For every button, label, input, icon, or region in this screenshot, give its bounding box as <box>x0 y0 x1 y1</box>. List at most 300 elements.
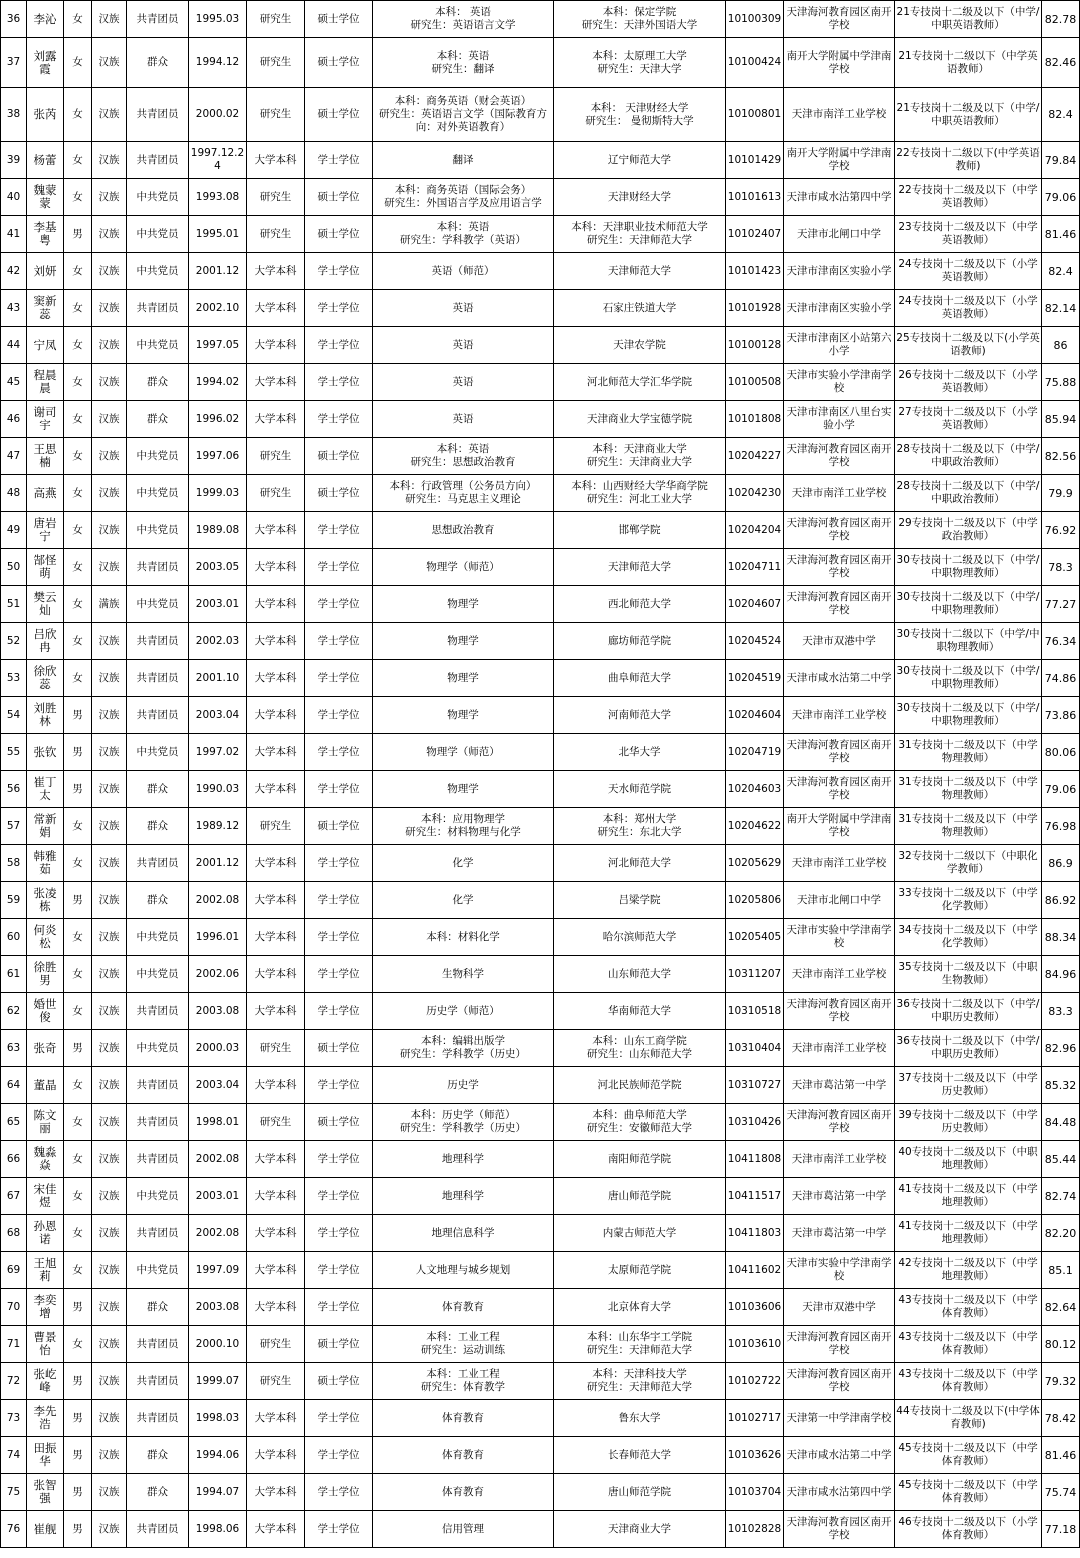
ethnicity-cell: 汉族 <box>92 808 127 845</box>
exam-number-cell: 10411803 <box>726 1215 784 1252</box>
exam-number-cell: 10310426 <box>726 1104 784 1141</box>
employer-unit-cell: 天津市咸水沽第四中学 <box>784 1474 895 1511</box>
school-cell: 河北师范大学汇华学院 <box>554 364 726 401</box>
row-number: 49 <box>1 512 27 549</box>
score-cell: 82.20 <box>1042 1215 1080 1252</box>
name-cell: 崔舰 <box>27 1511 64 1548</box>
ethnicity-cell: 汉族 <box>92 327 127 364</box>
ethnicity-cell: 汉族 <box>92 1215 127 1252</box>
score-cell: 79.06 <box>1042 771 1080 808</box>
political-status-cell: 中共党员 <box>127 1030 189 1067</box>
position-cell: 40专技岗十二级及以下（中职地理教师） <box>895 1141 1042 1178</box>
employer-unit-cell: 天津海河教育园区南开学校 <box>784 734 895 771</box>
table-row <box>1 512 1080 549</box>
table-row <box>1 1474 1080 1511</box>
name-cell: 李奕增 <box>27 1289 64 1326</box>
birth-date-cell: 1997.09 <box>189 1252 247 1289</box>
row-number: 50 <box>1 549 27 586</box>
sex-cell: 女 <box>64 179 92 216</box>
row-number: 52 <box>1 623 27 660</box>
major-cell: 本科：材料化学 <box>373 919 554 956</box>
name-cell: 宁凤 <box>27 327 64 364</box>
birth-date-cell: 2002.06 <box>189 956 247 993</box>
birth-date-cell: 2000.03 <box>189 1030 247 1067</box>
school-cell: 天津财经大学 <box>554 179 726 216</box>
table-row <box>1 216 1080 253</box>
degree-cell: 学士学位 <box>305 253 373 290</box>
exam-number-cell: 10411808 <box>726 1141 784 1178</box>
ethnicity-cell: 汉族 <box>92 1 127 38</box>
name-cell: 刘胜林 <box>27 697 64 734</box>
major-cell: 地理信息科学 <box>373 1215 554 1252</box>
sex-cell: 女 <box>64 1141 92 1178</box>
school-cell: 北华大学 <box>554 734 726 771</box>
major-cell: 本科：历史学（师范） 研究生：学科教学（历史） <box>373 1104 554 1141</box>
education-cell: 大学本科 <box>247 586 305 623</box>
position-cell: 25专技岗十二级及以下(小学英语教师) <box>895 327 1042 364</box>
political-status-cell: 共青团员 <box>127 660 189 697</box>
school-cell: 河南师范大学 <box>554 697 726 734</box>
name-cell: 常新娟 <box>27 808 64 845</box>
ethnicity-cell: 汉族 <box>92 1326 127 1363</box>
ethnicity-cell: 汉族 <box>92 845 127 882</box>
row-number: 69 <box>1 1252 27 1289</box>
employer-unit-cell: 天津市双港中学 <box>784 623 895 660</box>
education-cell: 大学本科 <box>247 993 305 1030</box>
ethnicity-cell: 汉族 <box>92 88 127 142</box>
political-status-cell: 共青团员 <box>127 1141 189 1178</box>
birth-date-cell: 2002.08 <box>189 882 247 919</box>
degree-cell: 学士学位 <box>305 1141 373 1178</box>
education-cell: 大学本科 <box>247 919 305 956</box>
name-cell: 陈文丽 <box>27 1104 64 1141</box>
position-cell: 45专技岗十二级及以下（中学体育教师） <box>895 1474 1042 1511</box>
birth-date-cell: 2003.05 <box>189 549 247 586</box>
ethnicity-cell: 汉族 <box>92 993 127 1030</box>
birth-date-cell: 1998.06 <box>189 1511 247 1548</box>
education-cell: 研究生 <box>247 1326 305 1363</box>
sex-cell: 女 <box>64 1178 92 1215</box>
political-status-cell: 群众 <box>127 1437 189 1474</box>
table-row <box>1 660 1080 697</box>
score-cell: 76.34 <box>1042 623 1080 660</box>
school-cell: 本科：山东工商学院 研究生：山东师范大学 <box>554 1030 726 1067</box>
employer-unit-cell: 天津市南洋工业学校 <box>784 1141 895 1178</box>
major-cell: 信用管理 <box>373 1511 554 1548</box>
school-cell: 石家庄铁道大学 <box>554 290 726 327</box>
education-cell: 大学本科 <box>247 364 305 401</box>
sex-cell: 女 <box>64 919 92 956</box>
name-cell: 徐胜男 <box>27 956 64 993</box>
education-cell: 大学本科 <box>247 660 305 697</box>
employer-unit-cell: 天津市实验中学津南学校 <box>784 1252 895 1289</box>
position-cell: 36专技岗十二级及以下（中学/中职历史教师） <box>895 993 1042 1030</box>
row-number: 74 <box>1 1437 27 1474</box>
degree-cell: 学士学位 <box>305 1215 373 1252</box>
degree-cell: 学士学位 <box>305 623 373 660</box>
degree-cell: 学士学位 <box>305 845 373 882</box>
major-cell: 物理学 <box>373 660 554 697</box>
name-cell: 李先浩 <box>27 1400 64 1437</box>
education-cell: 大学本科 <box>247 142 305 179</box>
school-cell: 本科：山西财经大学华商学院 研究生：河北工业大学 <box>554 475 726 512</box>
sex-cell: 女 <box>64 364 92 401</box>
score-cell: 82.78 <box>1042 1 1080 38</box>
ethnicity-cell: 汉族 <box>92 1030 127 1067</box>
exam-number-cell: 10101613 <box>726 179 784 216</box>
employer-unit-cell: 天津市南洋工业学校 <box>784 475 895 512</box>
row-number: 60 <box>1 919 27 956</box>
row-number: 75 <box>1 1474 27 1511</box>
ethnicity-cell: 汉族 <box>92 1067 127 1104</box>
table-row <box>1 438 1080 475</box>
sex-cell: 男 <box>64 1289 92 1326</box>
birth-date-cell: 1997.05 <box>189 327 247 364</box>
row-number: 43 <box>1 290 27 327</box>
position-cell: 22专技岗十二级以下(中学英语教师) <box>895 142 1042 179</box>
education-cell: 大学本科 <box>247 1511 305 1548</box>
name-cell: 曹景怡 <box>27 1326 64 1363</box>
degree-cell: 学士学位 <box>305 1511 373 1548</box>
major-cell: 历史学 <box>373 1067 554 1104</box>
sex-cell: 女 <box>64 512 92 549</box>
position-cell: 30专技岗十二级及以下（中学/中职物理教师） <box>895 660 1042 697</box>
table-row <box>1 1437 1080 1474</box>
name-cell: 高燕 <box>27 475 64 512</box>
position-cell: 44专技岗十二级及以下(中学体育教师) <box>895 1400 1042 1437</box>
employer-unit-cell: 天津海河教育园区南开学校 <box>784 1511 895 1548</box>
row-number: 55 <box>1 734 27 771</box>
school-cell: 西北师范大学 <box>554 586 726 623</box>
degree-cell: 硕士学位 <box>305 1363 373 1400</box>
school-cell: 曲阜师范大学 <box>554 660 726 697</box>
political-status-cell: 群众 <box>127 364 189 401</box>
major-cell: 英语（师范） <box>373 253 554 290</box>
position-cell: 21专技岗十二级及以下（中学/中职英语教师） <box>895 88 1042 142</box>
school-cell: 本科：天津科技大学 研究生：天津师范大学 <box>554 1363 726 1400</box>
degree-cell: 学士学位 <box>305 1178 373 1215</box>
exam-number-cell: 10204719 <box>726 734 784 771</box>
row-number: 67 <box>1 1178 27 1215</box>
school-cell: 天津师范大学 <box>554 549 726 586</box>
position-cell: 32专技岗十二级以下（中职化学教师） <box>895 845 1042 882</box>
employer-unit-cell: 南开大学附属中学津南学校 <box>784 808 895 845</box>
score-cell: 77.27 <box>1042 586 1080 623</box>
name-cell: 谢司宇 <box>27 401 64 438</box>
employer-unit-cell: 天津市咸水沽第四中学 <box>784 179 895 216</box>
sex-cell: 女 <box>64 808 92 845</box>
row-number: 76 <box>1 1511 27 1548</box>
row-number: 44 <box>1 327 27 364</box>
name-cell: 张奇 <box>27 1030 64 1067</box>
table-row <box>1 88 1080 142</box>
exam-number-cell: 10103610 <box>726 1326 784 1363</box>
exam-number-cell: 10204607 <box>726 586 784 623</box>
name-cell: 婚世俊 <box>27 993 64 1030</box>
exam-number-cell: 10204711 <box>726 549 784 586</box>
major-cell: 本科：商务英语（国际会务） 研究生：外国语言学及应用语言学 <box>373 179 554 216</box>
sex-cell: 女 <box>64 1215 92 1252</box>
education-cell: 研究生 <box>247 1030 305 1067</box>
row-number: 48 <box>1 475 27 512</box>
row-number: 64 <box>1 1067 27 1104</box>
degree-cell: 硕士学位 <box>305 1030 373 1067</box>
table-row <box>1 993 1080 1030</box>
birth-date-cell: 2002.10 <box>189 290 247 327</box>
position-cell: 31专技岗十二级及以下（中学物理教师） <box>895 771 1042 808</box>
name-cell: 张智强 <box>27 1474 64 1511</box>
birth-date-cell: 2003.01 <box>189 586 247 623</box>
degree-cell: 学士学位 <box>305 364 373 401</box>
score-cell: 82.74 <box>1042 1178 1080 1215</box>
exam-number-cell: 10204604 <box>726 697 784 734</box>
birth-date-cell: 1998.01 <box>189 1104 247 1141</box>
ethnicity-cell: 满族 <box>92 586 127 623</box>
exam-number-cell: 10102828 <box>726 1511 784 1548</box>
ethnicity-cell: 汉族 <box>92 919 127 956</box>
employer-unit-cell: 天津市北闸口中学 <box>784 216 895 253</box>
name-cell: 张钦 <box>27 734 64 771</box>
exam-number-cell: 10310727 <box>726 1067 784 1104</box>
school-cell: 北京体育大学 <box>554 1289 726 1326</box>
employer-unit-cell: 天津第一中学津南学校 <box>784 1400 895 1437</box>
degree-cell: 学士学位 <box>305 512 373 549</box>
exam-number-cell: 10205629 <box>726 845 784 882</box>
score-cell: 82.4 <box>1042 253 1080 290</box>
table-row <box>1 401 1080 438</box>
birth-date-cell: 1999.03 <box>189 475 247 512</box>
table-row <box>1 623 1080 660</box>
score-cell: 78.3 <box>1042 549 1080 586</box>
political-status-cell: 群众 <box>127 38 189 88</box>
exam-number-cell: 10103606 <box>726 1289 784 1326</box>
major-cell: 本科：工业工程 研究生：运动训练 <box>373 1326 554 1363</box>
degree-cell: 硕士学位 <box>305 179 373 216</box>
exam-number-cell: 10310518 <box>726 993 784 1030</box>
political-status-cell: 中共党员 <box>127 734 189 771</box>
birth-date-cell: 2003.01 <box>189 1178 247 1215</box>
name-cell: 徐欣蕊 <box>27 660 64 697</box>
employer-unit-cell: 天津市南洋工业学校 <box>784 845 895 882</box>
ethnicity-cell: 汉族 <box>92 512 127 549</box>
birth-date-cell: 2001.12 <box>189 845 247 882</box>
exam-number-cell: 10204227 <box>726 438 784 475</box>
major-cell: 地理科学 <box>373 1178 554 1215</box>
degree-cell: 硕士学位 <box>305 1 373 38</box>
education-cell: 研究生 <box>247 808 305 845</box>
sex-cell: 男 <box>64 1363 92 1400</box>
major-cell: 地理科学 <box>373 1141 554 1178</box>
employer-unit-cell: 天津海河教育园区南开学校 <box>784 1104 895 1141</box>
position-cell: 26专技岗十二级及以下（小学英语教师） <box>895 364 1042 401</box>
row-number: 46 <box>1 401 27 438</box>
position-cell: 46专技岗十二级及以下（小学体育教师） <box>895 1511 1042 1548</box>
score-cell: 85.94 <box>1042 401 1080 438</box>
name-cell: 刘露霞 <box>27 38 64 88</box>
education-cell: 大学本科 <box>247 1289 305 1326</box>
sex-cell: 女 <box>64 623 92 660</box>
degree-cell: 学士学位 <box>305 586 373 623</box>
name-cell: 李基粤 <box>27 216 64 253</box>
score-cell: 80.12 <box>1042 1326 1080 1363</box>
ethnicity-cell: 汉族 <box>92 1363 127 1400</box>
table-row <box>1 771 1080 808</box>
major-cell: 本科：英语 研究生：翻译 <box>373 38 554 88</box>
political-status-cell: 群众 <box>127 882 189 919</box>
school-cell: 唐山师范学院 <box>554 1178 726 1215</box>
table-row <box>1 179 1080 216</box>
exam-number-cell: 10101429 <box>726 142 784 179</box>
degree-cell: 硕士学位 <box>305 1326 373 1363</box>
employer-unit-cell: 天津市葛沽第一中学 <box>784 1215 895 1252</box>
ethnicity-cell: 汉族 <box>92 660 127 697</box>
ethnicity-cell: 汉族 <box>92 771 127 808</box>
birth-date-cell: 2001.12 <box>189 253 247 290</box>
school-cell: 天津商业大学宝德学院 <box>554 401 726 438</box>
position-cell: 21专技岗十二级及以下（中学/中职英语教师） <box>895 1 1042 38</box>
major-cell: 化学 <box>373 845 554 882</box>
political-status-cell: 群众 <box>127 771 189 808</box>
table-row <box>1 475 1080 512</box>
ethnicity-cell: 汉族 <box>92 1104 127 1141</box>
score-cell: 82.46 <box>1042 38 1080 88</box>
table-row <box>1 697 1080 734</box>
exam-number-cell: 10101423 <box>726 253 784 290</box>
school-cell: 长春师范大学 <box>554 1437 726 1474</box>
ethnicity-cell: 汉族 <box>92 142 127 179</box>
major-cell: 物理学（师范） <box>373 549 554 586</box>
major-cell: 本科：英语 研究生：学科教学（英语） <box>373 216 554 253</box>
major-cell: 英语 <box>373 401 554 438</box>
degree-cell: 学士学位 <box>305 1067 373 1104</box>
degree-cell: 硕士学位 <box>305 38 373 88</box>
birth-date-cell: 1994.06 <box>189 1437 247 1474</box>
ethnicity-cell: 汉族 <box>92 364 127 401</box>
exam-number-cell: 10102717 <box>726 1400 784 1437</box>
major-cell: 体育教育 <box>373 1289 554 1326</box>
row-number: 62 <box>1 993 27 1030</box>
political-status-cell: 共青团员 <box>127 845 189 882</box>
table-row <box>1 1326 1080 1363</box>
employer-unit-cell: 天津市津南区实验小学 <box>784 290 895 327</box>
degree-cell: 学士学位 <box>305 882 373 919</box>
ethnicity-cell: 汉族 <box>92 290 127 327</box>
political-status-cell: 共青团员 <box>127 623 189 660</box>
political-status-cell: 共青团员 <box>127 1363 189 1400</box>
birth-date-cell: 1997.12.24 <box>189 142 247 179</box>
score-cell: 80.06 <box>1042 734 1080 771</box>
employer-unit-cell: 天津市津南区八里台实验小学 <box>784 401 895 438</box>
position-cell: 36专技岗十二级及以下（中学/中职历史教师） <box>895 1030 1042 1067</box>
degree-cell: 硕士学位 <box>305 1104 373 1141</box>
row-number: 72 <box>1 1363 27 1400</box>
row-number: 57 <box>1 808 27 845</box>
table-row <box>1 142 1080 179</box>
degree-cell: 学士学位 <box>305 1400 373 1437</box>
row-number: 40 <box>1 179 27 216</box>
table-row <box>1 882 1080 919</box>
political-status-cell: 中共党员 <box>127 179 189 216</box>
exam-number-cell: 10100801 <box>726 88 784 142</box>
birth-date-cell: 2003.04 <box>189 697 247 734</box>
political-status-cell: 中共党员 <box>127 253 189 290</box>
table-row <box>1 586 1080 623</box>
name-cell: 魏蒙蒙 <box>27 179 64 216</box>
exam-number-cell: 10101808 <box>726 401 784 438</box>
sex-cell: 男 <box>64 1474 92 1511</box>
major-cell: 英语 <box>373 364 554 401</box>
score-cell: 81.46 <box>1042 1437 1080 1474</box>
political-status-cell: 中共党员 <box>127 586 189 623</box>
birth-date-cell: 1989.08 <box>189 512 247 549</box>
ethnicity-cell: 汉族 <box>92 623 127 660</box>
exam-number-cell: 10205806 <box>726 882 784 919</box>
score-cell: 82.56 <box>1042 438 1080 475</box>
education-cell: 大学本科 <box>247 1141 305 1178</box>
score-cell: 78.42 <box>1042 1400 1080 1437</box>
table-row <box>1 1141 1080 1178</box>
school-cell: 本科：天津商业大学 研究生：天津商业大学 <box>554 438 726 475</box>
degree-cell: 学士学位 <box>305 919 373 956</box>
degree-cell: 学士学位 <box>305 660 373 697</box>
ethnicity-cell: 汉族 <box>92 1289 127 1326</box>
political-status-cell: 群众 <box>127 808 189 845</box>
birth-date-cell: 1993.08 <box>189 179 247 216</box>
sex-cell: 女 <box>64 1252 92 1289</box>
table-row <box>1 1104 1080 1141</box>
position-cell: 21专技岗十二级以下（中学英语教师） <box>895 38 1042 88</box>
political-status-cell: 中共党员 <box>127 919 189 956</box>
name-cell: 刘妍 <box>27 253 64 290</box>
position-cell: 30专技岗十二级及以下（中学/中职物理教师） <box>895 586 1042 623</box>
position-cell: 43专技岗十二级及以下（中学体育教师） <box>895 1326 1042 1363</box>
major-cell: 体育教育 <box>373 1400 554 1437</box>
education-cell: 研究生 <box>247 179 305 216</box>
ethnicity-cell: 汉族 <box>92 1141 127 1178</box>
position-cell: 37专技岗十二级及以下（中学历史教师） <box>895 1067 1042 1104</box>
political-status-cell: 中共党员 <box>127 956 189 993</box>
ethnicity-cell: 汉族 <box>92 1474 127 1511</box>
major-cell: 本科：行政管理（公务员方向） 研究生：马克思主义理论 <box>373 475 554 512</box>
major-cell: 英语 <box>373 327 554 364</box>
employer-unit-cell: 天津市实验小学津南学校 <box>784 364 895 401</box>
political-status-cell: 共青团员 <box>127 290 189 327</box>
score-cell: 75.74 <box>1042 1474 1080 1511</box>
sex-cell: 女 <box>64 475 92 512</box>
row-number: 38 <box>1 88 27 142</box>
sex-cell: 女 <box>64 38 92 88</box>
score-cell: 82.96 <box>1042 1030 1080 1067</box>
school-cell: 本科：保定学院 研究生：天津外国语大学 <box>554 1 726 38</box>
political-status-cell: 共青团员 <box>127 1215 189 1252</box>
name-cell: 程晨晨 <box>27 364 64 401</box>
position-cell: 43专技岗十二级及以下（中学体育教师） <box>895 1363 1042 1400</box>
school-cell: 天津师范大学 <box>554 253 726 290</box>
political-status-cell: 共青团员 <box>127 1067 189 1104</box>
score-cell: 85.44 <box>1042 1141 1080 1178</box>
employer-unit-cell: 天津市双港中学 <box>784 1289 895 1326</box>
major-cell: 物理学 <box>373 623 554 660</box>
exam-number-cell: 10411517 <box>726 1178 784 1215</box>
political-status-cell: 共青团员 <box>127 1511 189 1548</box>
ethnicity-cell: 汉族 <box>92 734 127 771</box>
degree-cell: 学士学位 <box>305 697 373 734</box>
sex-cell: 女 <box>64 1326 92 1363</box>
employer-unit-cell: 天津市津南区小站第六小学 <box>784 327 895 364</box>
exam-number-cell: 10102407 <box>726 216 784 253</box>
row-number: 45 <box>1 364 27 401</box>
name-cell: 杨蕾 <box>27 142 64 179</box>
